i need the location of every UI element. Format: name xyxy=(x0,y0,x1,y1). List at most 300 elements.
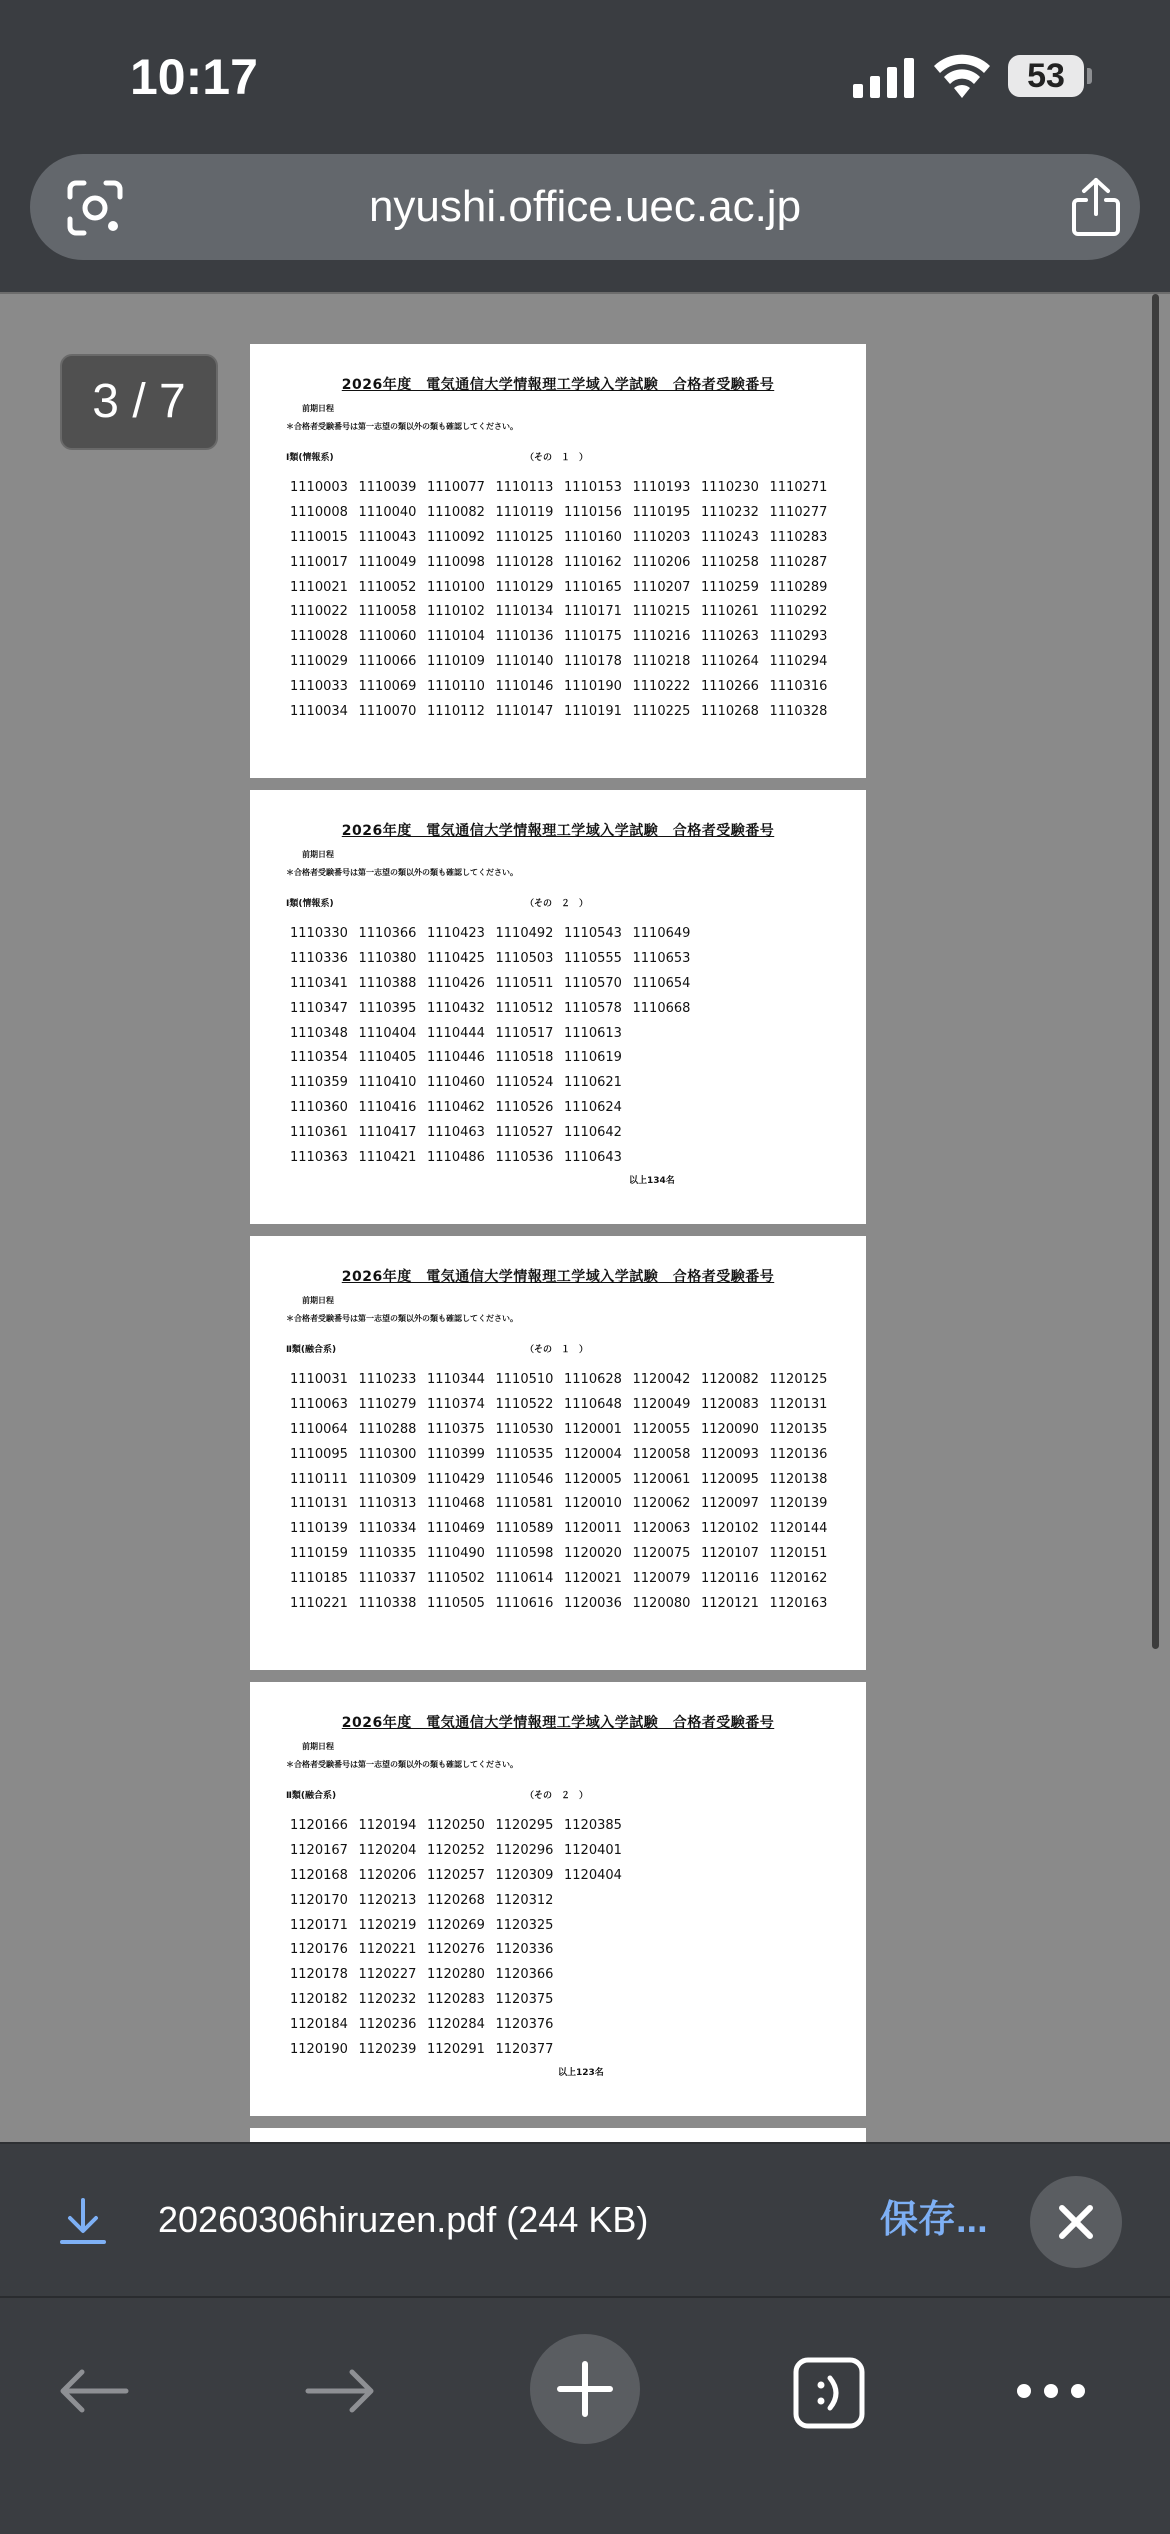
applicant-number: 1110162 xyxy=(564,554,622,570)
pdf-page xyxy=(250,1236,866,1670)
applicant-number: 1110215 xyxy=(632,604,691,620)
applicant-number: 1120055 xyxy=(632,1421,691,1437)
applicant-number: 1110070 xyxy=(358,704,417,720)
applicant-number: 1110293 xyxy=(769,629,828,645)
scrollbar[interactable] xyxy=(1152,294,1159,1649)
applicant-number: 1110040 xyxy=(358,504,417,520)
applicant-number: 1110261 xyxy=(701,604,759,620)
applicant-number: 1110193 xyxy=(632,480,691,495)
applicant-number: 1110512 xyxy=(495,1000,554,1016)
applicant-number: 1110294 xyxy=(769,654,828,670)
number-row xyxy=(290,995,850,1020)
number-row xyxy=(290,623,850,648)
applicant-number: 1110136 xyxy=(495,629,554,645)
save-button[interactable]: 保存... xyxy=(880,2199,988,2241)
applicant-number: 1120236 xyxy=(358,2017,417,2033)
number-row xyxy=(290,945,850,970)
applicant-number: 1110486 xyxy=(427,1150,485,1166)
applicant-number: 1110289 xyxy=(769,579,828,595)
close-icon xyxy=(1030,2176,1122,2268)
applicant-number: 1120239 xyxy=(358,2042,417,2058)
applicant-number: 1110003 xyxy=(290,480,348,495)
applicant-number: 1110277 xyxy=(769,504,828,520)
applicant-number: 1120377 xyxy=(495,2042,554,2058)
applicant-number: 1120004 xyxy=(564,1446,622,1462)
applicant-number: 1110095 xyxy=(290,1446,348,1462)
back-icon[interactable] xyxy=(58,2368,130,2414)
applicant-number: 1110146 xyxy=(495,679,554,695)
applicant-number: 1120280 xyxy=(427,1967,485,1983)
applicant-number: 1110102 xyxy=(427,604,485,620)
close-download-button[interactable] xyxy=(1030,2176,1122,2268)
applicant-number: 1110049 xyxy=(358,554,417,570)
applicant-number: 1110092 xyxy=(427,529,485,545)
applicant-number: 1110139 xyxy=(290,1521,348,1537)
number-row xyxy=(290,970,850,995)
applicant-number: 1110156 xyxy=(564,504,622,520)
applicant-number: 1110119 xyxy=(495,504,554,520)
applicant-number: 1110111 xyxy=(290,1471,348,1487)
share-icon[interactable] xyxy=(1068,176,1124,238)
applicant-number: 1110203 xyxy=(632,529,691,545)
applicant-number: 1110399 xyxy=(427,1446,485,1462)
number-row xyxy=(290,673,850,698)
page-category: Ⅱ類(融合系) xyxy=(286,1345,337,1355)
applicant-number: 1110522 xyxy=(495,1396,554,1412)
applicant-number: 1110022 xyxy=(290,604,348,620)
bottom-toolbar xyxy=(0,2296,1170,2534)
applicant-number: 1110125 xyxy=(495,529,554,545)
applicant-number: 1110546 xyxy=(495,1471,554,1487)
applicant-number: 1110207 xyxy=(632,579,691,595)
applicant-number: 1110029 xyxy=(290,654,348,670)
number-row xyxy=(290,1837,850,1862)
battery-icon: 53 xyxy=(1008,55,1084,97)
applicant-number: 1120144 xyxy=(769,1521,828,1537)
applicant-number: 1120171 xyxy=(290,1917,348,1933)
applicant-number: 1110147 xyxy=(495,704,554,720)
applicant-number: 1120206 xyxy=(358,1867,417,1883)
applicant-number: 1110405 xyxy=(358,1050,417,1066)
applicant-number: 1120268 xyxy=(427,1892,485,1908)
applicant-number: 1110328 xyxy=(769,704,828,720)
applicant-number: 1110064 xyxy=(290,1421,348,1437)
applicant-number: 1110429 xyxy=(427,1471,485,1487)
applicant-number: 1110112 xyxy=(427,704,485,720)
applicant-number: 1110159 xyxy=(290,1546,348,1562)
applicant-number: 1110225 xyxy=(632,704,691,720)
cellular-signal-icon xyxy=(853,58,915,98)
applicant-number: 1110131 xyxy=(290,1496,348,1512)
applicant-number: 1110287 xyxy=(769,554,828,570)
applicant-number: 1110589 xyxy=(495,1521,554,1537)
applicant-number: 1110134 xyxy=(495,604,554,620)
applicant-number: 1120213 xyxy=(358,1892,417,1908)
more-icon[interactable] xyxy=(1014,2380,1088,2402)
applicant-number: 1120178 xyxy=(290,1967,348,1983)
applicant-number: 1120093 xyxy=(701,1446,759,1462)
applicant-number: 1110649 xyxy=(632,926,691,941)
applicant-number: 1110526 xyxy=(495,1100,554,1116)
applicant-number: 1110216 xyxy=(632,629,691,645)
applicant-number: 1110621 xyxy=(564,1075,622,1091)
applicant-number: 1120135 xyxy=(769,1421,828,1437)
applicant-number: 1110518 xyxy=(495,1050,554,1066)
applicant-number: 1110335 xyxy=(358,1546,417,1562)
page-note: ＊合格者受験番号は第一志望の類以外の類も確認してください。 xyxy=(286,1760,518,1769)
applicant-number: 1110160 xyxy=(564,529,622,545)
applicant-number: 1110654 xyxy=(632,975,691,991)
applicant-number: 1120136 xyxy=(769,1446,828,1462)
applicant-number: 1120162 xyxy=(769,1571,828,1587)
number-row xyxy=(290,1441,850,1466)
page-title: 2026年度 電気通信大学情報理工学域入学試験 合格者受験番号 xyxy=(341,1269,775,1285)
applicant-number: 1120001 xyxy=(564,1421,622,1437)
applicant-number: 1120005 xyxy=(564,1471,622,1487)
number-row xyxy=(290,1366,850,1391)
applicant-number: 1120097 xyxy=(701,1496,759,1512)
wifi-icon xyxy=(933,52,991,98)
applicant-number: 1110426 xyxy=(427,975,485,991)
page-category: Ⅰ類(情報系) xyxy=(286,899,334,909)
applicant-number: 1120058 xyxy=(632,1446,691,1462)
applicant-number: 1110178 xyxy=(564,654,622,670)
applicant-number: 1110195 xyxy=(632,504,691,520)
pdf-page xyxy=(250,1682,866,2116)
pdf-page xyxy=(250,790,866,1224)
applicant-number: 1120250 xyxy=(427,1818,485,1833)
applicant-number: 1110206 xyxy=(632,554,691,570)
applicant-number: 1110113 xyxy=(495,480,554,495)
applicant-number: 1110642 xyxy=(564,1125,622,1141)
applicant-number: 1120325 xyxy=(495,1917,554,1933)
applicant-number: 1110243 xyxy=(701,529,759,545)
applicant-number: 1120116 xyxy=(701,1571,759,1587)
number-row xyxy=(290,648,850,673)
page-subtitle: 前期日程 xyxy=(302,1742,334,1751)
page-total: 以上134名 xyxy=(629,1176,675,1186)
applicant-number: 1120062 xyxy=(632,1496,691,1512)
applicant-number: 1110446 xyxy=(427,1050,485,1066)
applicant-number: 1110624 xyxy=(564,1100,622,1116)
number-row xyxy=(290,1144,850,1169)
applicant-number: 1120121 xyxy=(701,1596,759,1612)
number-row xyxy=(290,1490,850,1515)
applicant-number: 1110175 xyxy=(564,629,622,645)
applicant-number: 1110366 xyxy=(358,926,417,941)
applicant-number: 1110421 xyxy=(358,1150,417,1166)
applicant-number: 1110232 xyxy=(701,504,759,520)
applicant-number: 1110066 xyxy=(358,654,417,670)
page-note: ＊合格者受験番号は第一志望の類以外の類も確認してください。 xyxy=(286,868,518,877)
applicant-number: 1120090 xyxy=(701,1421,759,1437)
applicant-number: 1110524 xyxy=(495,1075,554,1091)
number-grid xyxy=(290,920,850,1169)
applicant-number: 1120276 xyxy=(427,1942,485,1958)
applicant-number: 1120376 xyxy=(495,2017,554,2033)
applicant-number: 1110266 xyxy=(701,679,759,695)
applicant-number: 1110374 xyxy=(427,1396,485,1412)
applicant-number: 1110536 xyxy=(495,1150,554,1166)
applicant-number: 1110052 xyxy=(358,579,417,595)
number-row xyxy=(290,499,850,524)
applicant-number: 1110614 xyxy=(495,1571,554,1587)
download-filename: 20260306hiruzen.pdf (244 KB) xyxy=(158,2199,649,2240)
applicant-number: 1110222 xyxy=(632,679,691,695)
applicant-number: 1120336 xyxy=(495,1942,554,1958)
browser-toolbar xyxy=(0,150,1170,292)
applicant-number: 1120283 xyxy=(427,1992,485,2008)
applicant-number: 1110648 xyxy=(564,1396,622,1412)
applicant-number: 1110363 xyxy=(290,1150,348,1166)
applicant-number: 1110191 xyxy=(564,704,622,720)
applicant-number: 1110347 xyxy=(290,1000,348,1016)
applicant-number: 1110268 xyxy=(701,704,759,720)
applicant-number: 1110288 xyxy=(358,1421,417,1437)
page-title: 2026年度 電気通信大学情報理工学域入学試験 合格者受験番号 xyxy=(341,377,775,393)
applicant-number: 1110292 xyxy=(769,604,828,620)
applicant-number: 1110555 xyxy=(564,950,622,966)
applicant-number: 1110316 xyxy=(769,679,828,695)
applicant-number: 1120252 xyxy=(427,1842,485,1858)
applicant-number: 1120163 xyxy=(769,1596,828,1612)
applicant-number: 1120257 xyxy=(427,1867,485,1883)
number-row xyxy=(290,1936,850,1961)
page-indicator: 3 / 7 xyxy=(60,354,218,450)
address-bar[interactable] xyxy=(30,154,1140,260)
applicant-number: 1110043 xyxy=(358,529,417,545)
applicant-number: 1110034 xyxy=(290,704,348,720)
applicant-number: 1110535 xyxy=(495,1446,554,1462)
applicant-number: 1120036 xyxy=(564,1596,622,1612)
applicant-number: 1110492 xyxy=(495,926,554,941)
applicant-number: 1120284 xyxy=(427,2017,485,2033)
applicant-number: 1110017 xyxy=(290,554,348,570)
applicant-number: 1110570 xyxy=(564,975,622,991)
number-row xyxy=(290,524,850,549)
applicant-number: 1110395 xyxy=(358,1000,417,1016)
applicant-number: 1110008 xyxy=(290,504,348,520)
number-row xyxy=(290,1119,850,1144)
applicant-number: 1110653 xyxy=(632,950,691,966)
page-subtitle: 前期日程 xyxy=(302,1296,334,1305)
applicant-number: 1120366 xyxy=(495,1967,554,1983)
forward-icon[interactable] xyxy=(304,2368,376,2414)
applicant-number: 1110279 xyxy=(358,1396,417,1412)
applicant-number: 1120170 xyxy=(290,1892,348,1908)
applicant-number: 1110517 xyxy=(495,1025,554,1041)
applicant-number: 1120291 xyxy=(427,2042,485,2058)
applicant-number: 1110028 xyxy=(290,629,348,645)
applicant-number: 1120227 xyxy=(358,1967,417,1983)
applicant-number: 1120082 xyxy=(701,1372,759,1387)
applicant-number: 1110221 xyxy=(290,1596,348,1612)
applicant-number: 1110375 xyxy=(427,1421,485,1437)
applicant-number: 1110271 xyxy=(769,480,828,495)
new-tab-button[interactable] xyxy=(530,2334,640,2444)
applicant-number: 1120295 xyxy=(495,1818,554,1833)
page-note: ＊合格者受験番号は第一志望の類以外の類も確認してください。 xyxy=(286,422,518,431)
applicant-number: 1120075 xyxy=(632,1546,691,1562)
applicant-number: 1120151 xyxy=(769,1546,828,1562)
applicant-number: 1120083 xyxy=(701,1396,759,1412)
page-subtitle: 前期日程 xyxy=(302,850,334,859)
applicant-number: 1110510 xyxy=(495,1372,554,1387)
applicant-number: 1120166 xyxy=(290,1818,348,1833)
applicant-number: 1110165 xyxy=(564,579,622,595)
number-row xyxy=(290,474,850,499)
applicant-number: 1110069 xyxy=(358,679,417,695)
applicant-number: 1120102 xyxy=(701,1521,759,1537)
applicant-number: 1110338 xyxy=(358,1596,417,1612)
number-row xyxy=(290,698,850,723)
page-part: （その ２ ） xyxy=(525,899,589,909)
applicant-number: 1110444 xyxy=(427,1025,485,1041)
applicant-number: 1110082 xyxy=(427,504,485,520)
applicant-number: 1120010 xyxy=(564,1496,622,1512)
applicant-number: 1110264 xyxy=(701,654,759,670)
status-bar xyxy=(0,0,1170,150)
tabs-icon[interactable] xyxy=(792,2356,866,2430)
applicant-number: 1110469 xyxy=(427,1521,485,1537)
applicant-number: 1120182 xyxy=(290,1992,348,2008)
applicant-number: 1110337 xyxy=(358,1571,417,1587)
number-row xyxy=(290,1044,850,1069)
applicant-number: 1110129 xyxy=(495,579,554,595)
applicant-number: 1110425 xyxy=(427,950,485,966)
number-grid xyxy=(290,474,850,723)
applicant-number: 1110581 xyxy=(495,1496,554,1512)
applicant-number: 1110668 xyxy=(632,1000,691,1016)
applicant-number: 1110598 xyxy=(495,1546,554,1562)
applicant-number: 1110313 xyxy=(358,1496,417,1512)
applicant-number: 1110259 xyxy=(701,579,759,595)
applicant-number: 1110619 xyxy=(564,1050,622,1066)
applicant-number: 1110300 xyxy=(358,1446,417,1462)
applicant-number: 1110344 xyxy=(427,1372,485,1387)
applicant-number: 1110360 xyxy=(290,1100,348,1116)
applicant-number: 1110109 xyxy=(427,654,485,670)
page-note: ＊合格者受験番号は第一志望の類以外の類も確認してください。 xyxy=(286,1314,518,1323)
applicant-number: 1110263 xyxy=(701,629,759,645)
number-row xyxy=(290,1912,850,1937)
applicant-number: 1120176 xyxy=(290,1942,348,1958)
applicant-number: 1120309 xyxy=(495,1867,554,1883)
applicant-number: 1110359 xyxy=(290,1075,348,1091)
number-row xyxy=(290,1515,850,1540)
applicant-number: 1120167 xyxy=(290,1842,348,1858)
number-row xyxy=(290,1887,850,1912)
applicant-number: 1110503 xyxy=(495,950,554,966)
applicant-number: 1120269 xyxy=(427,1917,485,1933)
page-category: Ⅱ類(融合系) xyxy=(286,1791,337,1801)
number-row xyxy=(290,1986,850,2011)
number-row xyxy=(290,1020,850,1045)
applicant-number: 1110098 xyxy=(427,554,485,570)
applicant-number: 1110543 xyxy=(564,926,622,941)
applicant-number: 1110077 xyxy=(427,480,485,495)
pdf-viewer[interactable] xyxy=(0,292,1170,2144)
applicant-number: 1110578 xyxy=(564,1000,622,1016)
number-row xyxy=(290,1812,850,1837)
number-row xyxy=(290,549,850,574)
applicant-number: 1110527 xyxy=(495,1125,554,1141)
number-grid xyxy=(290,1812,850,2061)
applicant-number: 1110388 xyxy=(358,975,417,991)
applicant-number: 1110153 xyxy=(564,480,622,495)
applicant-number: 1120049 xyxy=(632,1396,691,1412)
number-row xyxy=(290,1590,850,1615)
page-total: 以上123名 xyxy=(558,2068,604,2078)
applicant-number: 1110341 xyxy=(290,975,348,991)
applicant-number: 1120061 xyxy=(632,1471,691,1487)
applicant-number: 1110021 xyxy=(290,579,348,595)
applicant-number: 1120095 xyxy=(701,1471,759,1487)
applicant-number: 1110015 xyxy=(290,529,348,545)
number-row xyxy=(290,2036,850,2061)
applicant-number: 1110330 xyxy=(290,926,348,941)
number-row xyxy=(290,2011,850,2036)
applicant-number: 1110031 xyxy=(290,1372,348,1387)
plus-icon xyxy=(530,2334,640,2444)
applicant-number: 1120296 xyxy=(495,1842,554,1858)
page-title: 2026年度 電気通信大学情報理工学域入学試験 合格者受験番号 xyxy=(341,823,775,839)
applicant-number: 1120131 xyxy=(769,1396,828,1412)
applicant-number: 1110171 xyxy=(564,604,622,620)
applicant-number: 1110233 xyxy=(358,1372,417,1387)
number-row xyxy=(290,1862,850,1887)
applicant-number: 1120184 xyxy=(290,2017,348,2033)
applicant-number: 1110258 xyxy=(701,554,759,570)
applicant-number: 1120194 xyxy=(358,1818,417,1833)
applicant-number: 1110490 xyxy=(427,1546,485,1562)
number-row xyxy=(290,574,850,599)
applicant-number: 1110380 xyxy=(358,950,417,966)
url-text[interactable]: nyushi.office.uec.ac.jp xyxy=(368,182,802,231)
pdf-page xyxy=(250,344,866,778)
number-row xyxy=(290,1466,850,1491)
applicant-number: 1110460 xyxy=(427,1075,485,1091)
applicant-number: 1120221 xyxy=(358,1942,417,1958)
number-row xyxy=(290,1391,850,1416)
number-row xyxy=(290,1416,850,1441)
applicant-number: 1110104 xyxy=(427,629,485,645)
applicant-number: 1110283 xyxy=(769,529,828,545)
applicant-number: 1110334 xyxy=(358,1521,417,1537)
applicant-number: 1120021 xyxy=(564,1571,622,1587)
number-row xyxy=(290,1069,850,1094)
applicant-number: 1120219 xyxy=(358,1917,417,1933)
applicant-number: 1110463 xyxy=(427,1125,485,1141)
applicant-number: 1120204 xyxy=(358,1842,417,1858)
applicant-number: 1110511 xyxy=(495,975,554,991)
applicant-number: 1110033 xyxy=(290,679,348,695)
applicant-number: 1110361 xyxy=(290,1125,348,1141)
applicant-number: 1110058 xyxy=(358,604,417,620)
applicant-number: 1110628 xyxy=(564,1372,622,1387)
applicant-number: 1110100 xyxy=(427,579,485,595)
applicant-number: 1110468 xyxy=(427,1496,485,1512)
applicant-number: 1120080 xyxy=(632,1596,691,1612)
applicant-number: 1110410 xyxy=(358,1075,417,1091)
applicant-number: 1110462 xyxy=(427,1100,485,1116)
applicant-number: 1110060 xyxy=(358,629,417,645)
applicant-number: 1110502 xyxy=(427,1571,485,1587)
applicant-number: 1120063 xyxy=(632,1521,691,1537)
applicant-number: 1110336 xyxy=(290,950,348,966)
download-bar xyxy=(0,2142,1170,2296)
page-part: （その ２ ） xyxy=(525,1791,589,1801)
